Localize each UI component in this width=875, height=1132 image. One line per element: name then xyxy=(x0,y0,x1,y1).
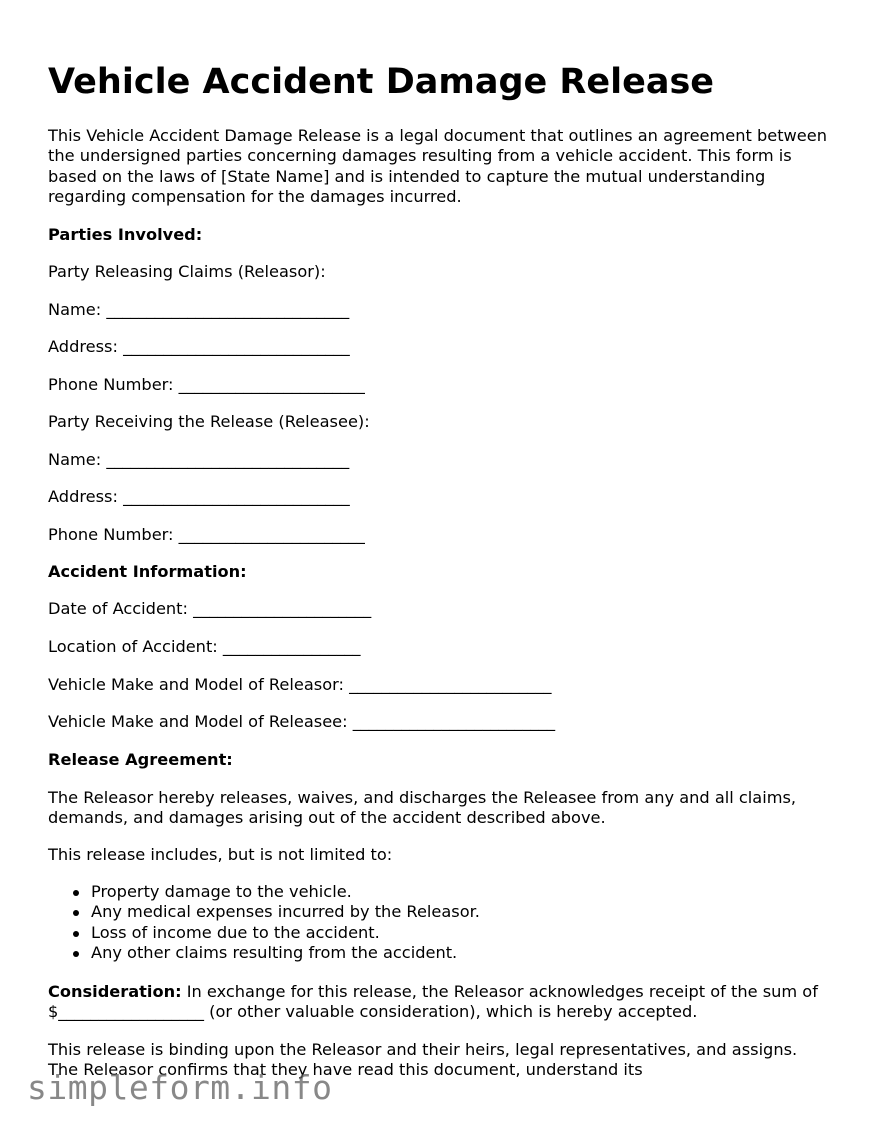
releasee-label: Party Receiving the Release (Releasee): xyxy=(48,412,370,431)
accident-location-field: Location of Accident: _________________ xyxy=(48,637,361,656)
list-item: Any other claims resulting from the accident. xyxy=(91,943,480,963)
releasee-name-field: Name: ______________________________ xyxy=(48,450,350,469)
releasor-vehicle-field: Vehicle Make and Model of Releasor: _________________________ xyxy=(48,675,552,694)
releasee-vehicle-field: Vehicle Make and Model of Releasee: _________________________ xyxy=(48,712,556,731)
releasor-label: Party Releasing Claims (Releasor): xyxy=(48,262,326,281)
consideration-label: Consideration: xyxy=(48,982,182,1001)
consideration-text: In exchange for this release, the Releasor acknowledges receipt of the sum of $__________________ (or other valuable consideration), which is hereby accepted. xyxy=(48,982,818,1022)
releasee-phone-field: Phone Number: _______________________ xyxy=(48,525,365,544)
releasor-phone-field: Phone Number: _______________________ xyxy=(48,375,365,394)
list-item: Any medical expenses incurred by the Releasor. xyxy=(91,902,480,922)
accident-date-field: Date of Accident: ______________________ xyxy=(48,599,372,618)
consideration-paragraph xyxy=(48,982,828,1023)
list-item: Loss of income due to the accident. xyxy=(91,923,480,943)
release-includes: This release includes, but is not limited to: xyxy=(48,845,393,864)
page-title: Vehicle Accident Damage Release xyxy=(48,62,715,102)
release-body: The Releasor hereby releases, waives, and discharges the Releasee from any and all claims, demands, and damages arising out of the accident described above. xyxy=(48,788,797,828)
binding-paragraph: This release is binding upon the Releasor and their heirs, legal representatives, and assigns. The Releasor confirms that they have read this document, understand its xyxy=(48,1040,798,1080)
list-item: Property damage to the vehicle. xyxy=(91,882,480,902)
parties-heading: Parties Involved: xyxy=(48,225,203,244)
intro-paragraph: This Vehicle Accident Damage Release is a legal document that outlines an agreement between the undersigned parties concerning damages resulting from a vehicle accident. This form is based on the laws of [State Name] and is intended to capture the mutual understanding regarding compensation for the damages incurred. xyxy=(48,126,827,207)
releasor-address-field: Address: ____________________________ xyxy=(48,337,350,356)
releasee-address-field: Address: ____________________________ xyxy=(48,487,350,506)
releasor-name-field: Name: ______________________________ xyxy=(48,300,350,319)
accident-heading: Accident Information: xyxy=(48,562,247,581)
watermark-text: simpleform.info xyxy=(27,1068,333,1107)
release-heading: Release Agreement: xyxy=(48,750,233,769)
release-items-list xyxy=(48,882,480,964)
